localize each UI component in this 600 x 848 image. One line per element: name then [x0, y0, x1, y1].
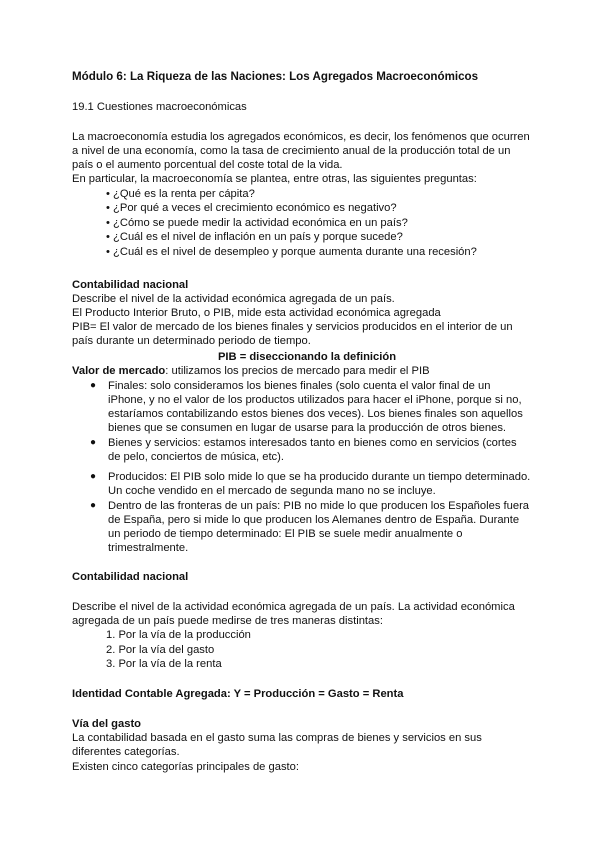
question-item: • ¿Qué es la renta per cápita?	[106, 188, 255, 200]
question-item: • ¿Cómo se puede medir la actividad económica en un país?	[106, 217, 408, 229]
bullet-line: Dentro de las fronteras de un país: PIB no mide lo que producen los Españoles fuera	[108, 500, 530, 512]
pib-definition-heading: PIB = diseccionando la definición	[217, 351, 397, 363]
paragraph-line: La contabilidad basada en el gasto suma las compras de bienes y servicios en sus	[72, 732, 482, 744]
paragraph-line: país durante un determinado periodo de tiempo.	[72, 335, 311, 347]
bullet-line: trimestralmente.	[108, 542, 189, 554]
intro-line: En particular, la macroeconomía se plantea, entre otras, las siguientes preguntas:	[72, 173, 477, 185]
question-item: • ¿Cuál es el nivel de desempleo y porque aumenta durante una recesión?	[106, 246, 477, 258]
numbered-item: 3. Por la vía de la renta	[106, 658, 222, 670]
paragraph-line: Describe el nivel de la actividad económica agregada de un país. La actividad económica	[72, 601, 515, 613]
bullet-line: estaríamos contabilizando estos bienes dos veces). Los bienes finales son aquellos	[108, 408, 523, 420]
contabilidad-heading: Contabilidad nacional	[72, 279, 189, 291]
numbered-item: 2. Por la vía del gasto	[106, 644, 215, 656]
paragraph-line: PIB= El valor de mercado de los bienes finales y servicios producidos en el interior de un	[72, 321, 513, 333]
valor-mercado-label: Valor de mercado	[72, 365, 166, 377]
question-item: • ¿Por qué a veces el crecimiento económico es negativo?	[106, 202, 397, 214]
intro-line: La macroeconomía estudia los agregados económicos, es decir, los fenómenos que ocurren	[72, 131, 530, 143]
numbered-item: 1. Por la vía de la producción	[106, 629, 251, 641]
bullet-line: de pelo, conciertos de música, etc).	[108, 451, 284, 463]
bullet-line: iPhone, y no el valor de los productos utilizados para hacer el iPhone, porque si no,	[108, 394, 522, 406]
paragraph-line: El Producto Interior Bruto, o PIB, mide esta actividad económica agregada	[72, 307, 441, 319]
bullet-line: bienes que se consumen en lugar de usarse para la producción de otros bienes.	[108, 422, 507, 434]
bullet-line: Producidos: El PIB solo mide lo que se ha producido durante un tiempo determinado.	[108, 471, 531, 483]
paragraph-line: Existen cinco categorías principales de gasto:	[72, 761, 299, 773]
paragraph-line: Describe el nivel de la actividad económica agregada de un país.	[72, 293, 395, 305]
bullet-dot: ●	[90, 471, 97, 482]
bullet-line: de España, pero si mide lo que producen los Alemanes dentro de España. Durante	[108, 514, 520, 526]
identity-heading: Identidad Contable Agregada: Y = Producción = Gasto = Renta	[72, 688, 404, 700]
paragraph-line: diferentes categorías.	[72, 746, 180, 758]
intro-line: país o el aumento porcentual del coste total de la vida.	[72, 159, 343, 171]
section-heading: 19.1 Cuestiones macroeconómicas	[72, 101, 247, 113]
bullet-dot: ●	[90, 437, 97, 448]
document-title: Módulo 6: La Riqueza de las Naciones: Los Agregados Macroeconómicos	[72, 70, 479, 83]
bullet-line: Un coche vendido en el mercado de segunda mano no se incluye.	[108, 485, 436, 497]
question-item: • ¿Cuál es el nivel de inflación en un país y porque sucede?	[106, 231, 403, 243]
valor-mercado-text: : utilizamos los precios de mercado para medir el PIB	[165, 365, 430, 377]
bullet-line: un periodo de tiempo determinado: El PIB se suele medir anualmente o	[108, 528, 463, 540]
bullet-dot: ●	[90, 380, 97, 391]
via-gasto-heading: Vía del gasto	[72, 718, 142, 730]
contabilidad-heading: Contabilidad nacional	[72, 571, 189, 583]
bullet-line: Bienes y servicios: estamos interesados tanto en bienes como en servicios (cortes	[108, 437, 517, 449]
paragraph-line: agregada de un país puede medirse de tres maneras distintas:	[72, 615, 383, 627]
valor-mercado-line	[72, 364, 430, 378]
bullet-dot: ●	[90, 500, 97, 511]
intro-line: a nivel de una economía, como la tasa de crecimiento anual de la producción total de un	[72, 145, 511, 157]
bullet-line: Finales: solo consideramos los bienes finales (solo cuenta el valor final de un	[108, 380, 491, 392]
